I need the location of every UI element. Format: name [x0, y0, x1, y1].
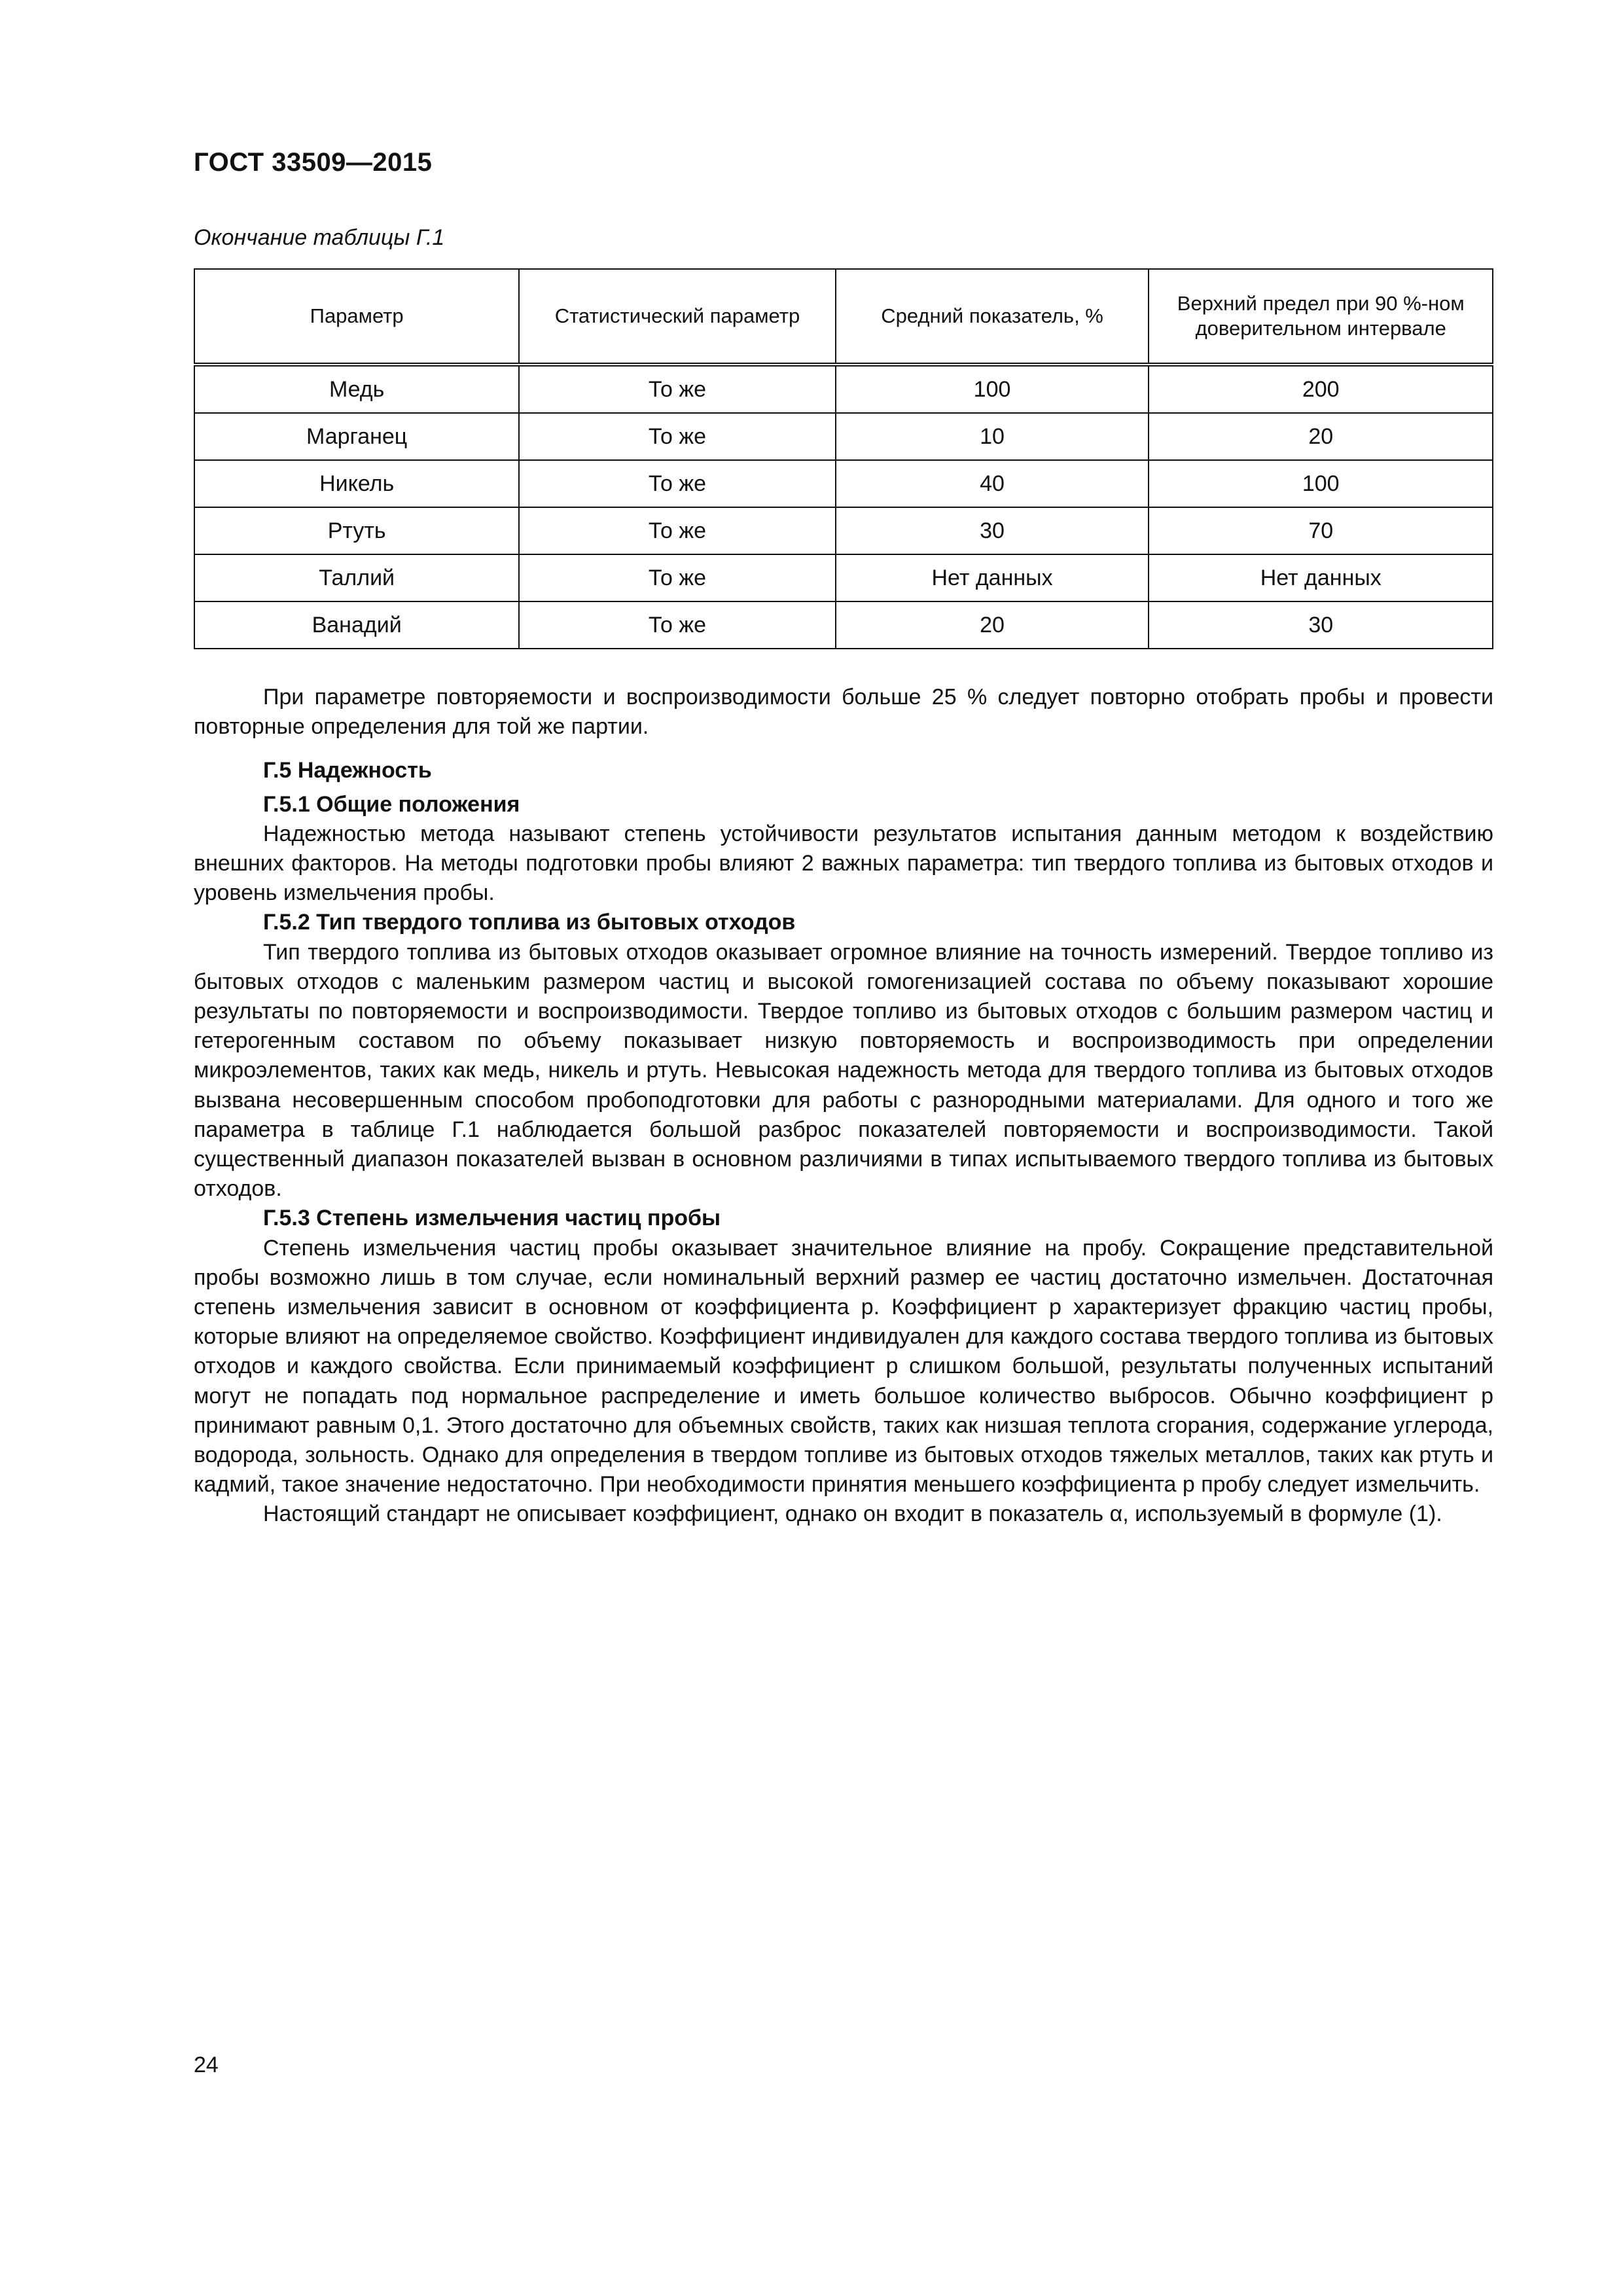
table-cell: Нет данных: [1149, 554, 1493, 601]
paragraph: При параметре повторяемости и воспроизводимости больше 25 % следует повторно отобрать пробы и провести повторные определения для той же партии.: [194, 685, 1493, 740]
section-heading: Г.5.3 Степень измельчения частиц пробы: [263, 1206, 721, 1231]
data-table: [194, 268, 1493, 649]
table-cell: Никель: [194, 460, 519, 507]
table-row: [194, 507, 1493, 554]
paragraph: Надежностью метода называют степень устойчивости результатов испытания данным методом к воздействию внешних факторов. На методы подготовки пробы влияют 2 важных параметра: тип твердого топлива из бытовых отходов и уровень измельчения пробы.: [194, 821, 1493, 906]
table-cell: 100: [1149, 460, 1493, 507]
table-row: [194, 601, 1493, 649]
column-header-statistic: Статистический параметр: [519, 269, 835, 365]
table-header-row: [194, 269, 1493, 365]
table-caption: Окончание таблицы Г.1: [194, 225, 445, 250]
section-heading: Г.5 Надежность: [263, 758, 432, 783]
paragraph: Тип твердого топлива из бытовых отходов оказывает огромное влияние на точность измерений. Твердое топливо из бытовых отходов с маленьким размером частиц и высокой гомогенизацией состава по объему показывают хорошие результаты по повторяемости и воспроизводимости. Твердое топливо из бытовых отходов с большим размером частиц и гетерогенным составом по объему показывает низкую повторяемость и воспроизводимость при определении микроэлементов, таких как медь, никель и ртуть. Невысокая надежность метода для твердого топлива из бытовых отходов вызвана несовершенным способом пробоподготовки для работы с разнородными материалами. Для одного и того же параметра в таблице Г.1 наблюдается большой разброс показателей повторяемости и воспроизводимости. Такой существенный диапазон показателей вызван в основном различиями в типах испытываемого твердого топлива из бытовых отходов.: [194, 939, 1493, 1202]
column-header-upper-limit: Верхний предел при 90 %-ном доверительном интервале: [1149, 269, 1493, 365]
table-cell: 20: [836, 601, 1149, 649]
table-row: [194, 460, 1493, 507]
table-header: [194, 269, 1493, 365]
table-cell: Медь: [194, 365, 519, 413]
body-text: [194, 683, 1493, 1530]
table-cell: Нет данных: [836, 554, 1149, 601]
table-cell: 10: [836, 413, 1149, 460]
table-row: [194, 554, 1493, 601]
table-cell: Таллий: [194, 554, 519, 601]
section-heading: Г.5.2 Тип твердого топлива из бытовых отходов: [263, 910, 796, 935]
page-number: 24: [194, 2053, 219, 2077]
table-row: [194, 365, 1493, 413]
table-cell: То же: [519, 413, 835, 460]
paragraph: Настоящий стандарт не описывает коэффициент, однако он входит в показатель α, используемый в формуле (1).: [263, 1501, 1442, 1527]
document-code: ГОСТ 33509—2015: [194, 148, 433, 177]
table-cell: 100: [836, 365, 1149, 413]
table-cell: 30: [836, 507, 1149, 554]
column-header-parameter: Параметр: [194, 269, 519, 365]
table-row: [194, 413, 1493, 460]
table-cell: Марганец: [194, 413, 519, 460]
table-cell: То же: [519, 601, 835, 649]
table-cell: 30: [1149, 601, 1493, 649]
paragraph: Степень измельчения частиц пробы оказывает значительное влияние на пробу. Сокращение представительной пробы возможно лишь в том случае, если номинальный верхний размер ее частиц достаточно измельчен. Достаточная степень измельчения зависит в основном от коэффициента р. Коэффициент р характеризует фракцию частиц пробы, которые влияют на определяемое свойство. Коэффициент индивидуален для каждого состава твердого топлива из бытовых отходов и каждого свойства. Если принимаемый коэффициент р слишком большой, результаты полученных испытаний могут не попадать под нормальное распределение и иметь большое количество выбросов. Обычно коэффициент р принимают равным 0,1. Этого достаточно для объемных свойств, таких как низшая теплота сгорания, содержание углерода, водорода, зольность. Однако для определения в твердом топливе из бытовых отходов тяжелых металлов, таких как ртуть и кадмий, такое значение недостаточно. При необходимости принятия меньшего коэффициента р пробу следует измельчить.: [194, 1235, 1493, 1498]
table-body: [194, 365, 1493, 649]
table-cell: То же: [519, 554, 835, 601]
section-heading: Г.5.1 Общие положения: [263, 791, 520, 817]
table-cell: То же: [519, 460, 835, 507]
table-cell: Ртуть: [194, 507, 519, 554]
column-header-mean: Средний показатель, %: [836, 269, 1149, 365]
table-cell: Ванадий: [194, 601, 519, 649]
table-cell: 70: [1149, 507, 1493, 554]
table-cell: 200: [1149, 365, 1493, 413]
table-cell: 40: [836, 460, 1149, 507]
table-cell: То же: [519, 507, 835, 554]
table-cell: 20: [1149, 413, 1493, 460]
table-cell: То же: [519, 365, 835, 413]
